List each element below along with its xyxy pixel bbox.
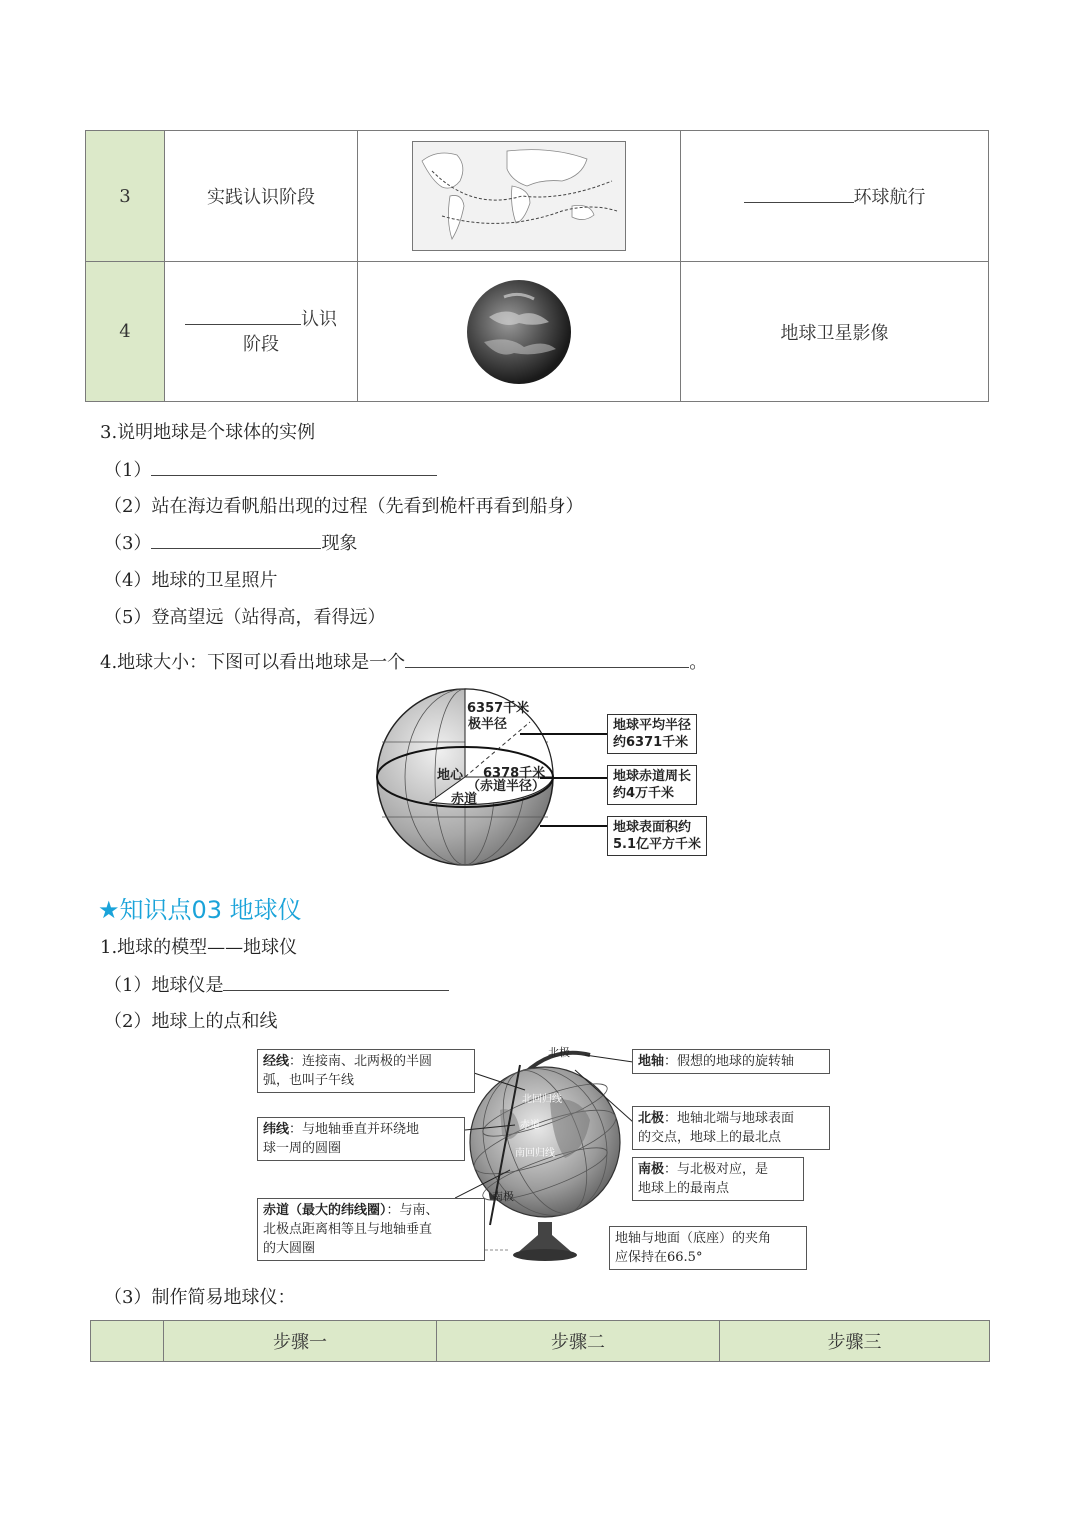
- equator-circumference-box: 地球赤道周长 约4万千米: [607, 765, 697, 805]
- equator-radius-label: （赤道半径）: [467, 779, 546, 794]
- globe-model-title: 1.地球的模型——地球仪: [100, 937, 298, 958]
- stage-cell: 实践认识阶段: [165, 131, 358, 262]
- table-header-row: [91, 1321, 990, 1362]
- answer-blank[interactable]: [151, 548, 321, 549]
- equator-label: 赤道: [451, 792, 478, 807]
- south-pole-label: 南极：与北极对应，是 地球上的最南点: [632, 1157, 804, 1201]
- globe-leader-lines: [455, 1050, 645, 1200]
- table-row: [86, 262, 989, 402]
- equator-desc-label: 赤道（最大的纬线圈）：与南、 北极点距离相等且与地轴垂直 的大圆圈: [257, 1198, 485, 1261]
- desc-cell: 地球卫星影像: [681, 262, 989, 402]
- image-cell: [358, 131, 681, 262]
- globe-definition: （1）地球仪是: [104, 971, 449, 997]
- example-5: （5）登高望远（站得高，看得远）: [104, 607, 386, 628]
- image-cell: [358, 262, 681, 402]
- example-2: （2）站在海边看帆船出现的过程（先看到桅杆再看到船身）: [104, 496, 584, 517]
- answer-blank[interactable]: [185, 324, 301, 325]
- stage-cell: [165, 262, 358, 402]
- answer-blank[interactable]: [223, 990, 449, 991]
- answer-blank[interactable]: [405, 667, 689, 668]
- answer-blank[interactable]: [744, 202, 854, 203]
- globe-north-label: 北极: [548, 1046, 570, 1059]
- history-table: [85, 130, 989, 402]
- desc-cell: [681, 131, 989, 262]
- earth-satellite-photo-icon: [464, 277, 574, 387]
- table-header-cell: [91, 1321, 164, 1362]
- world-route-map-icon: [412, 141, 626, 251]
- knowledge-point-title: ★知识点03 地球仪: [98, 896, 302, 924]
- example-1: （1）: [104, 456, 437, 482]
- polar-radius-value: 6357千米: [467, 701, 530, 716]
- meridian-label: 经线：连接南、北两极的半圆 弧，也叫子午线: [257, 1049, 475, 1093]
- steps-table: [90, 1320, 990, 1362]
- globe-tropic-n-label: 北回归线: [522, 1094, 562, 1105]
- section4-title: 4.地球大小：下图可以看出地球是一个 。: [100, 652, 708, 673]
- table-row: [86, 131, 989, 262]
- section3-title: 3.说明地球是个球体的实例: [100, 422, 316, 443]
- mean-radius-box: 地球平均半径 约6371千米: [607, 714, 697, 754]
- parallel-label: 纬线：与地轴垂直并环绕地 球一周的圆圈: [257, 1117, 465, 1161]
- row-number: 4: [86, 262, 165, 402]
- globe-south-label: 南极: [492, 1190, 514, 1203]
- example-3: （3） 现象: [104, 533, 358, 554]
- desc-text: 环球航行: [853, 187, 926, 208]
- earth-center-label: 地心: [437, 768, 464, 783]
- table-header-cell: 步骤三: [720, 1321, 990, 1362]
- diagram-leader-lines: [520, 720, 610, 840]
- stage-text: 认识: [301, 308, 337, 330]
- example-4: （4）地球的卫星照片: [104, 570, 278, 591]
- make-globe-title: （3）制作简易地球仪：: [104, 1287, 296, 1308]
- axis-tilt-label: 地轴与地面（底座）的夹角 应保持在66.5°: [609, 1226, 807, 1270]
- stage-text-line2: 阶段: [243, 333, 279, 355]
- north-pole-label: 北极：地轴北端与地球表面 的交点，地球上的最北点: [632, 1106, 830, 1150]
- equator-radius-value: 6378千米: [483, 766, 546, 781]
- table-header-cell: 步骤二: [437, 1321, 720, 1362]
- polar-radius-label: 极半径: [468, 717, 508, 732]
- answer-blank[interactable]: [151, 475, 437, 476]
- table-header-cell: 步骤一: [164, 1321, 437, 1362]
- globe-equator-label: 赤道: [520, 1120, 540, 1131]
- globe-tropic-s-label: 南回归线: [515, 1148, 555, 1159]
- surface-area-box: 地球表面积约 5.1亿平方千米: [607, 816, 707, 856]
- points-and-lines-title: （2）地球上的点和线: [104, 1011, 278, 1032]
- axis-label: 地轴：假想的地球的旋转轴: [632, 1049, 830, 1074]
- row-number: 3: [86, 131, 165, 262]
